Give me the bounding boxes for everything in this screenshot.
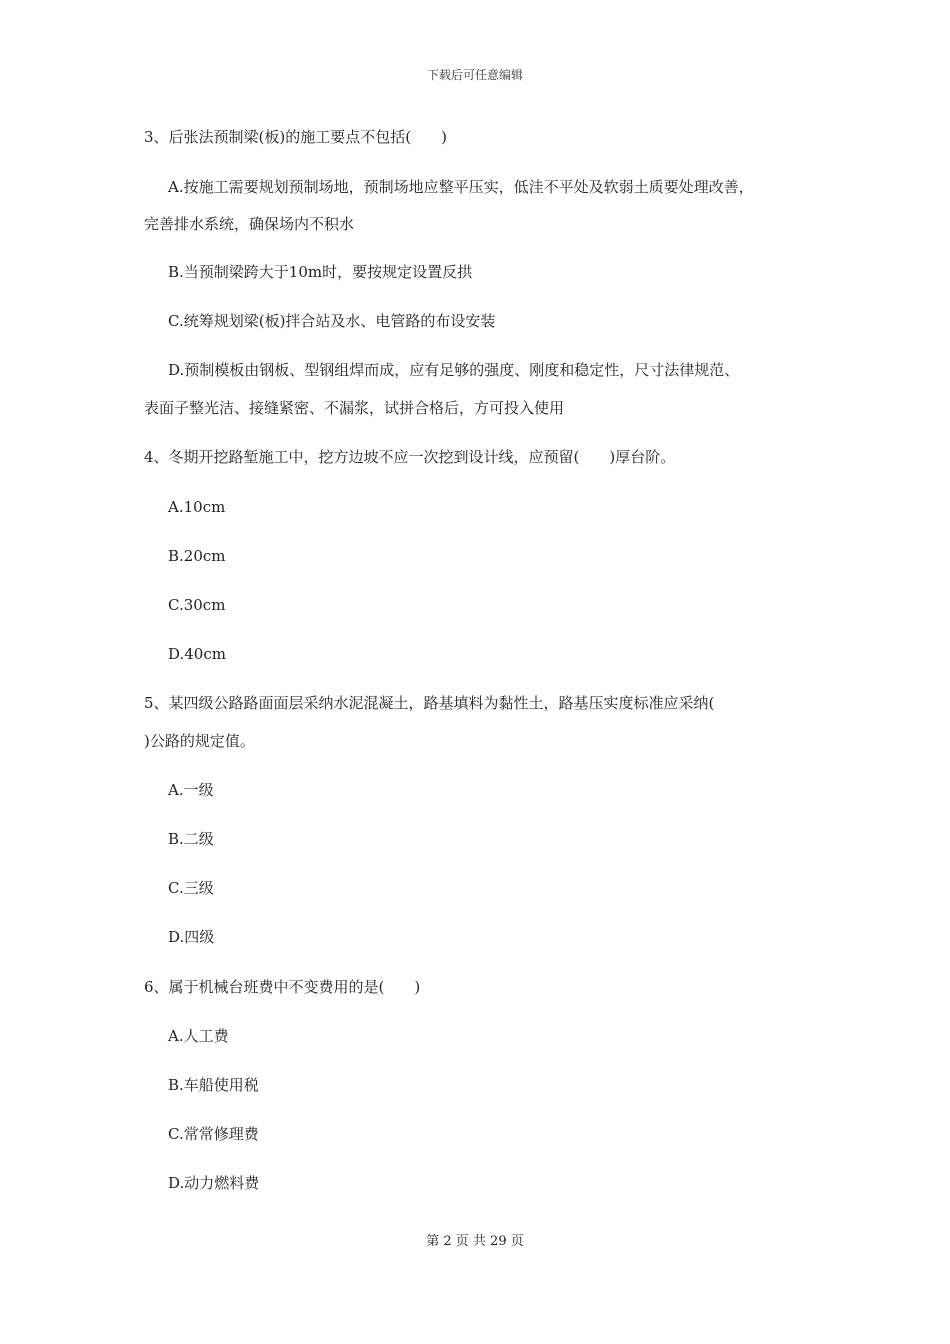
question-3-option-d-line-1: D.预制模板由钢板、型钢组焊而成，应有足够的强度、刚度和稳定性，尺寸法律规范、	[168, 361, 740, 379]
page-footer: 第 2 页 共 29 页	[426, 1234, 524, 1249]
question-5-option-b: B.二级	[168, 830, 214, 848]
question-6-option-d: D.动力燃料费	[168, 1174, 260, 1192]
question-3-option-a-line-1: A.按施工需要规划预制场地，预制场地应整平压实，低洼不平处及软弱土质要处理改善，	[168, 178, 754, 196]
question-3-stem: 3、后张法预制梁(板)的施工要点不包括( )	[144, 128, 447, 146]
question-3-option-c: C.统筹规划梁(板)拌合站及水、电管路的布设安装	[168, 312, 496, 330]
question-5-option-c: C.三级	[168, 879, 214, 897]
question-5-stem-line-1: 5、某四级公路路面面层采纳水泥混凝土，路基填料为黏性土，路基压实度标准应采纳(	[144, 694, 715, 712]
question-5-option-a: A.一级	[168, 781, 214, 799]
question-4-option-b: B.20cm	[168, 547, 226, 565]
question-4-stem: 4、冬期开挖路堑施工中，挖方边坡不应一次挖到设计线，应预留( )厚台阶。	[144, 448, 676, 466]
question-4-option-c: C.30cm	[168, 596, 226, 614]
question-6-stem: 6、属于机械台班费中不变费用的是( )	[144, 978, 421, 996]
question-6-option-a: A.人工费	[168, 1027, 229, 1045]
page-header: 下载后可任意编辑	[426, 68, 523, 82]
question-6-option-b: B.车船使用税	[168, 1076, 259, 1094]
question-4-option-a: A.10cm	[168, 498, 226, 516]
question-3-option-d-line-2: 表面子整光洁、接缝紧密、不漏浆，试拼合格后，方可投入使用	[144, 399, 565, 417]
question-3-option-a-line-2: 完善排水系统，确保场内不积水	[144, 215, 355, 233]
question-3-option-b: B.当预制梁跨大于10m时，要按规定设置反拱	[168, 263, 473, 281]
question-5-option-d: D.四级	[168, 928, 215, 946]
question-4-option-d: D.40cm	[168, 645, 226, 663]
question-6-option-c: C.常常修理费	[168, 1125, 259, 1143]
question-5-stem-line-2: )公路的规定值。	[144, 732, 255, 750]
